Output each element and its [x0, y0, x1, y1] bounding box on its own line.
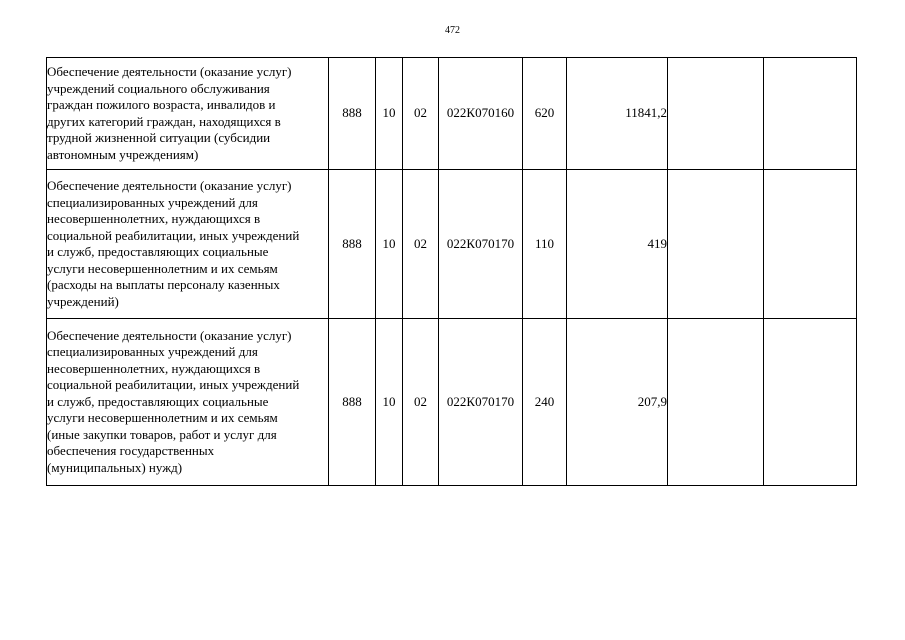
expense-name-line: специализированных учреждений для [47, 194, 258, 210]
expense-name-line: несовершеннолетних, нуждающихся в [47, 360, 261, 376]
table-row [47, 170, 857, 319]
expense-name-line: и служб, предоставляющих социальные [47, 393, 269, 409]
section-code-cell: 10 [376, 319, 403, 486]
expense-name-line: и служб, предоставляющих социальные [47, 244, 269, 259]
expense-name-line: учреждений социального обслуживания [47, 80, 270, 96]
expense-name-line: автономным учреждениям) [47, 146, 199, 162]
table-row [47, 319, 857, 486]
ministry-code-cell: 888 [329, 319, 376, 486]
expense-name-line: специализированных учреждений для [47, 344, 258, 360]
expense-name-line: услуги несовершеннолетним и их семьям [47, 410, 278, 426]
subsection-code-cell: 02 [403, 170, 439, 319]
expense-name-line: трудной жизненной ситуации (субсидии [47, 130, 271, 145]
expense-name-line: несовершеннолетних, нуждающихся в [47, 211, 261, 226]
expense-name-line: социальной реабилитации, иных учреждений [47, 377, 300, 393]
expense-name-line: (муниципальных) нужд) [47, 459, 183, 475]
expense-name-line: (иные закупки товаров, работ и услуг для [47, 426, 277, 442]
empty-cell [764, 58, 857, 170]
expense-name-line: (расходы на выплаты персоналу казенных [47, 277, 280, 292]
expense-name-line: обеспечения государственных [47, 443, 215, 459]
target-article-cell: 022К070170 [439, 170, 523, 319]
expense-name-line: Обеспечение деятельности (оказание услуг) [47, 327, 292, 343]
section-code-cell: 10 [376, 170, 403, 319]
target-article-cell: 022К070170 [439, 319, 523, 486]
amount-cell: 419 [567, 170, 668, 319]
expense-name-line: учреждений) [47, 293, 119, 309]
expense-type-cell: 110 [523, 170, 567, 319]
expense-name-cell [47, 170, 329, 319]
empty-cell [668, 170, 764, 319]
expense-name-line: социальной реабилитации, иных учреждений [47, 227, 300, 243]
table-row [47, 58, 857, 170]
target-article-cell: 022К070160 [439, 58, 523, 170]
ministry-code-cell: 888 [329, 170, 376, 319]
page-number: 472 [445, 25, 460, 36]
section-code-cell: 10 [376, 58, 403, 170]
expense-name-line: граждан пожилого возраста, инвалидов и [47, 97, 276, 112]
amount-cell: 11841,2 [567, 58, 668, 170]
budget-table [46, 57, 857, 486]
expense-name-line: Обеспечение деятельности (оказание услуг) [47, 178, 292, 193]
amount-cell: 207,9 [567, 319, 668, 486]
empty-cell [764, 170, 857, 319]
expense-name-line: услуги несовершеннолетним и их семьям [47, 260, 278, 276]
ministry-code-cell: 888 [329, 58, 376, 170]
empty-cell [764, 319, 857, 486]
empty-cell [668, 319, 764, 486]
expense-name-line: Обеспечение деятельности (оказание услуг) [47, 64, 292, 79]
expense-name-line: других категорий граждан, находящихся в [47, 113, 281, 129]
expense-name-cell [47, 58, 329, 170]
subsection-code-cell: 02 [403, 58, 439, 170]
expense-type-cell: 240 [523, 319, 567, 486]
empty-cell [668, 58, 764, 170]
subsection-code-cell: 02 [403, 319, 439, 486]
expense-type-cell: 620 [523, 58, 567, 170]
expense-name-cell [47, 319, 329, 486]
